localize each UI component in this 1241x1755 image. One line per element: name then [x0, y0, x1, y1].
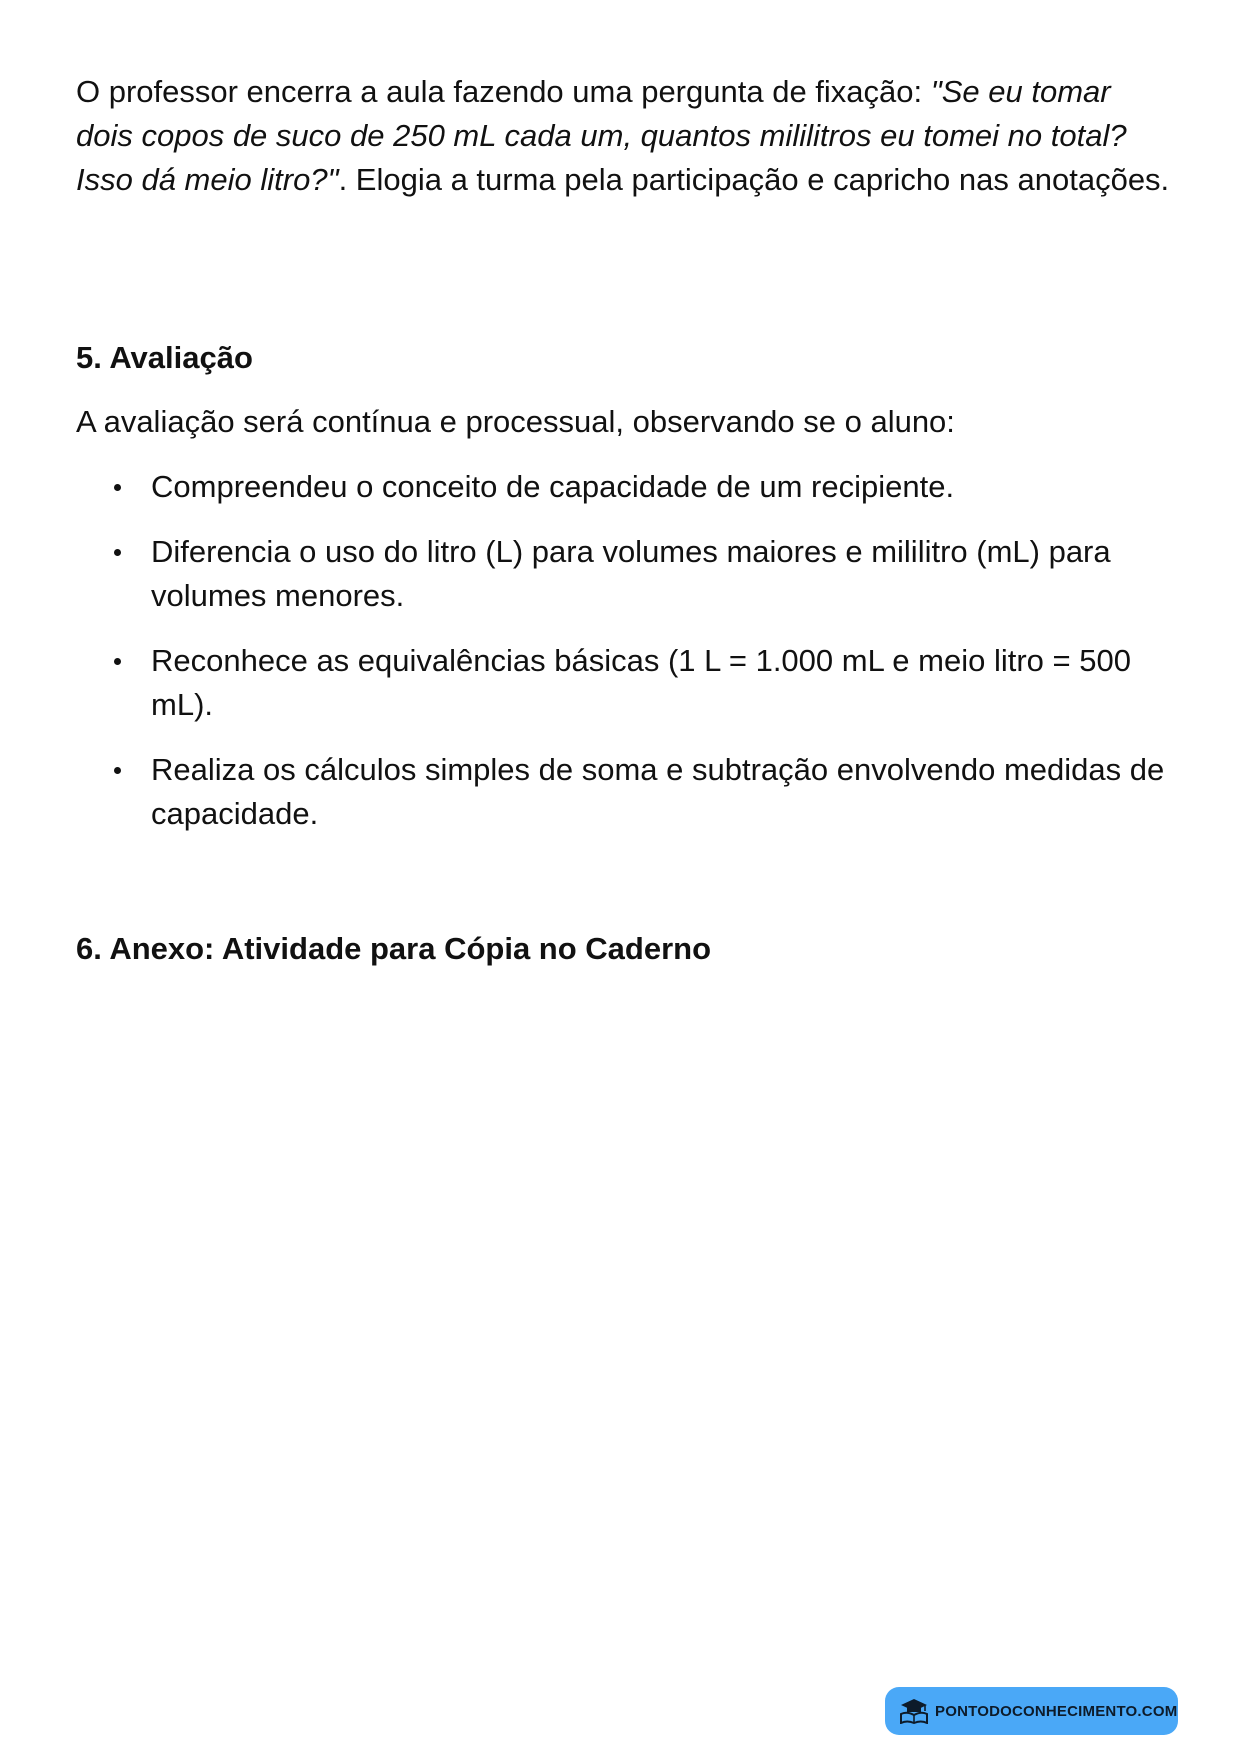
closing-paragraph	[76, 70, 1176, 202]
closing-quote: "Se eu tomar dois copos de suco de 250 mL cada um, quantos mililitros eu tomei no total? Isso dá meio litro?"	[76, 74, 1127, 197]
section-5-heading: 5. Avaliação	[76, 340, 253, 375]
closing-text-before: O professor encerra a aula fazendo uma pergunta de fixação:	[76, 74, 931, 109]
list-item-text: Realiza os cálculos simples de soma e subtração envolvendo medidas de capacidade.	[151, 752, 1165, 831]
list-item-text: Diferencia o uso do litro (L) para volumes maiores e mililitro (mL) para volumes menores.	[151, 534, 1111, 613]
list-item	[76, 530, 1176, 618]
bullet-icon	[114, 767, 121, 774]
closing-text-after: . Elogia a turma pela participação e capricho nas anotações.	[338, 162, 1170, 197]
bullet-icon	[114, 484, 121, 491]
site-badge[interactable]	[885, 1687, 1178, 1735]
graduation-book-icon	[899, 1698, 929, 1724]
evaluation-list	[76, 465, 1176, 857]
list-item-text: Compreendeu o conceito de capacidade de um recipiente.	[151, 469, 955, 504]
list-item	[76, 639, 1176, 727]
list-item-text: Reconhece as equivalências básicas (1 L = 1.000 mL e meio litro = 500 mL).	[151, 643, 1131, 722]
list-item	[76, 465, 1176, 509]
section-6-heading: 6. Anexo: Atividade para Cópia no Caderno	[76, 931, 712, 966]
list-item	[76, 748, 1176, 836]
section-5-intro: A avaliação será contínua e processual, observando se o aluno:	[76, 404, 955, 439]
bullet-icon	[114, 658, 121, 665]
badge-label: PONTODOCONHECIMENTO.COM	[935, 1702, 1178, 1720]
bullet-icon	[114, 549, 121, 556]
